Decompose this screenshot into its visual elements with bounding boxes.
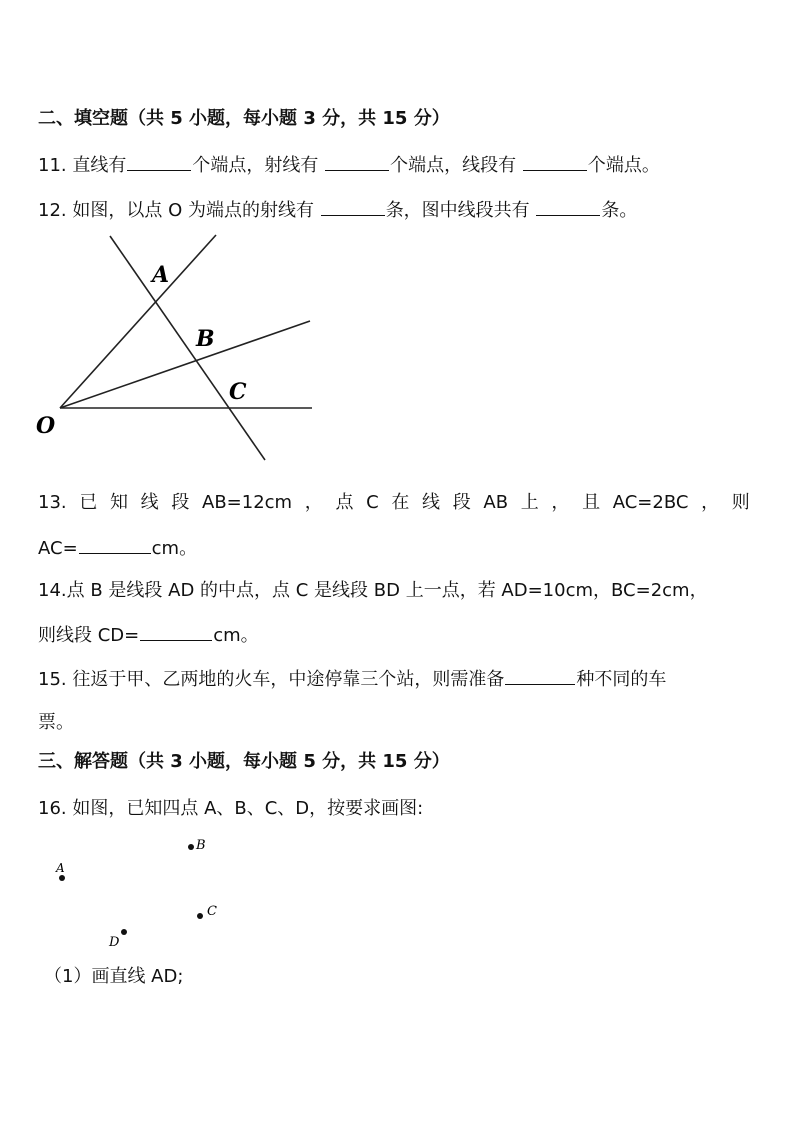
q12-blank-2[interactable]	[536, 201, 600, 216]
figure-label-o: O	[36, 413, 56, 439]
q13-token: 线	[422, 492, 441, 513]
q13-token: 在	[391, 492, 410, 513]
q13-text-unit: cm。	[151, 538, 198, 559]
q14-blank[interactable]	[140, 626, 212, 641]
q13-text-ac: AC=	[38, 538, 78, 559]
q15-text-1: 15. 往返于甲、乙两地的火车，中途停靠三个站，则需准备	[38, 669, 505, 690]
q13-token: ，	[304, 492, 323, 513]
q13-token: AB=12cm	[202, 492, 293, 513]
figure-label-c: C	[229, 379, 247, 405]
section-2-heading: 二、填空题（共 5 小题，每小题 3 分，共 15 分）	[38, 108, 450, 129]
q13-token: 则	[731, 492, 750, 513]
q13-token: 点	[335, 492, 354, 513]
q13-token: ，	[701, 492, 720, 513]
question-16-stem: 16. 如图，已知四点 A、B、C、D，按要求画图:	[38, 798, 424, 819]
q13-token: 且	[582, 492, 601, 513]
q13-token: C	[366, 492, 379, 513]
question-14-line-2	[38, 626, 259, 645]
ray-oa	[60, 235, 216, 408]
question-13-line-2	[38, 539, 197, 558]
q13-token: AB	[483, 492, 509, 513]
section-3-heading: 三、解答题（共 3 小题，每小题 5 分，共 15 分）	[38, 751, 450, 772]
figure-label-b: B	[196, 326, 215, 352]
q13-token: 段	[452, 492, 471, 513]
q11-blank-3[interactable]	[523, 156, 587, 171]
point-c	[197, 913, 203, 919]
line-abc	[110, 236, 265, 460]
q13-token: 线	[140, 492, 159, 513]
point-label-b: B	[196, 838, 206, 853]
point-label-d: D	[109, 935, 120, 950]
point-a	[59, 875, 65, 881]
q13-token: AC=2BC	[612, 492, 689, 513]
q12-blank-1[interactable]	[321, 201, 385, 216]
q14-text-unit: cm。	[213, 625, 259, 646]
point-label-a: A	[56, 861, 65, 875]
q16-points-figure	[50, 832, 250, 952]
q13-token: 上	[520, 492, 539, 513]
q13-blank[interactable]	[79, 539, 151, 554]
q12-text-2: 条，图中线段共有	[385, 200, 536, 221]
ray-ob	[60, 321, 310, 408]
q11-text-2: 个端点，射线有	[192, 155, 325, 176]
q11-text-1: 11. 直线有	[38, 155, 127, 176]
question-15-line-1	[38, 670, 666, 689]
q13-token: 知	[109, 492, 128, 513]
q15-blank[interactable]	[505, 670, 575, 685]
q11-text-3: 个端点，线段有	[390, 155, 522, 176]
q15-text-2: 种不同的车	[576, 669, 667, 690]
question-11	[38, 156, 660, 175]
q13-token: ，	[551, 492, 570, 513]
point-b	[188, 844, 194, 850]
q13-token: 13.	[38, 492, 67, 513]
question-14-line-1: 14.点 B 是线段 AD 的中点，点 C 是线段 BD 上一点，若 AD=10cm，BC=2cm，	[38, 580, 708, 601]
q13-token: 已	[79, 492, 98, 513]
q12-text-3: 条。	[601, 200, 638, 221]
q11-blank-2[interactable]	[325, 156, 389, 171]
point-label-c: C	[207, 904, 217, 919]
figure-label-a: A	[152, 262, 170, 288]
question-12	[38, 201, 637, 220]
q12-text-1: 12. 如图，以点 O 为端点的射线有	[38, 200, 320, 221]
q14-text-cd: 则线段 CD=	[38, 625, 140, 646]
question-15-line-2: 票。	[38, 712, 74, 733]
q12-rays-figure	[30, 228, 330, 468]
q11-blank-1[interactable]	[127, 156, 191, 171]
point-d	[121, 929, 127, 935]
question-13-line-1	[38, 494, 750, 512]
q13-token: 段	[171, 492, 190, 513]
q11-text-4: 个端点。	[587, 155, 660, 176]
question-16-sub-1: （1）画直线 AD;	[44, 966, 184, 987]
